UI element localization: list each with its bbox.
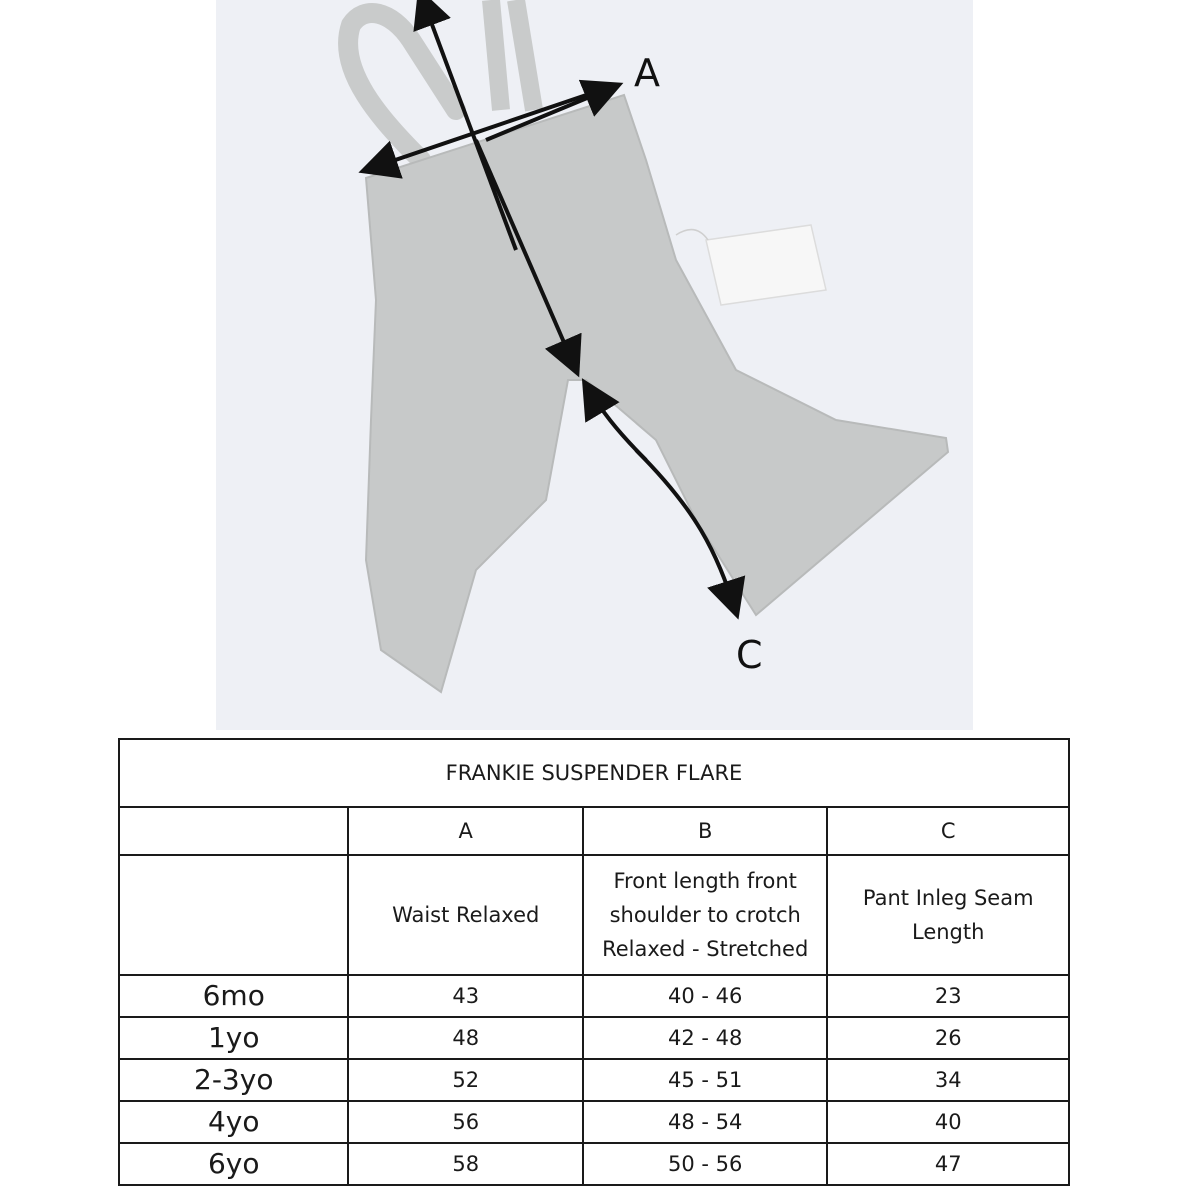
column-key-b: B — [583, 807, 828, 855]
waist-value: 56 — [348, 1101, 582, 1143]
size-label: 2-3yo — [119, 1059, 348, 1101]
empty-header-cell — [119, 807, 348, 855]
inleg-value: 40 — [827, 1101, 1069, 1143]
inleg-value: 34 — [827, 1059, 1069, 1101]
size-chart-table — [118, 738, 1070, 1186]
column-key-c: C — [827, 807, 1069, 855]
table-row — [119, 1101, 1069, 1143]
waist-value: 48 — [348, 1017, 582, 1059]
size-label: 6mo — [119, 975, 348, 1017]
front-length-value: 40 - 46 — [583, 975, 828, 1017]
table-row — [119, 1143, 1069, 1185]
title-row — [119, 739, 1069, 807]
suspender-flare-pants-illustration — [216, 0, 973, 730]
column-description-row — [119, 855, 1069, 975]
inleg-value: 23 — [827, 975, 1069, 1017]
label-c: C — [736, 633, 763, 677]
empty-description-cell — [119, 855, 348, 975]
column-key-a: A — [348, 807, 582, 855]
inleg-value: 47 — [827, 1143, 1069, 1185]
column-description-b: Front length front shoulder to crotch Relaxed - Stretched — [583, 855, 828, 975]
size-label: 6yo — [119, 1143, 348, 1185]
suspender-strap-back — [491, 0, 501, 110]
hang-tag — [706, 225, 826, 305]
table-row — [119, 1059, 1069, 1101]
size-label: 4yo — [119, 1101, 348, 1143]
waist-value: 58 — [348, 1143, 582, 1185]
label-a: A — [634, 51, 660, 95]
front-length-value: 50 - 56 — [583, 1143, 828, 1185]
front-length-value: 42 - 48 — [583, 1017, 828, 1059]
front-length-value: 45 - 51 — [583, 1059, 828, 1101]
product-photo — [216, 0, 973, 730]
table-row — [119, 975, 1069, 1017]
size-label: 1yo — [119, 1017, 348, 1059]
waist-value: 43 — [348, 975, 582, 1017]
waist-value: 52 — [348, 1059, 582, 1101]
column-description-a: Waist Relaxed — [348, 855, 582, 975]
inleg-value: 26 — [827, 1017, 1069, 1059]
column-description-c: Pant Inleg Seam Length — [827, 855, 1069, 975]
front-length-value: 48 - 54 — [583, 1101, 828, 1143]
table-title: FRANKIE SUSPENDER FLARE — [119, 739, 1069, 807]
column-key-row — [119, 807, 1069, 855]
table-row — [119, 1017, 1069, 1059]
